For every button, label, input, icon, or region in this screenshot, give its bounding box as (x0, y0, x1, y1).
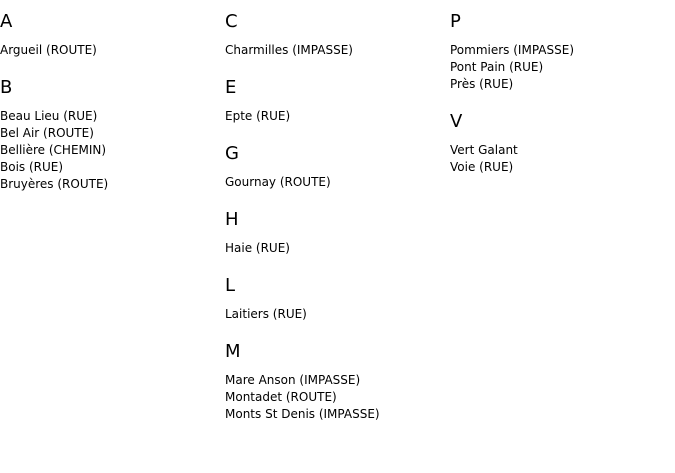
index-column-1 (0, 11, 225, 193)
section-e (225, 77, 450, 125)
street-item: Laitiers (RUE) (225, 307, 307, 321)
street-item: Gournay (ROUTE) (225, 175, 331, 189)
index-column-2 (225, 11, 450, 423)
section-letter: E (225, 77, 237, 98)
section-v (450, 111, 675, 176)
street-item: Bel Air (ROUTE) (0, 126, 94, 140)
section-g (225, 143, 450, 191)
street-list (0, 42, 225, 59)
street-list (225, 42, 450, 59)
section-letter: L (225, 275, 236, 296)
street-item: Pommiers (IMPASSE) (450, 43, 574, 57)
section-letter: B (0, 77, 13, 98)
street-item: Epte (RUE) (225, 109, 291, 123)
section-h (225, 209, 450, 257)
section-letter: C (225, 11, 238, 32)
section-c (225, 11, 450, 59)
street-item: Bruyères (ROUTE) (0, 177, 109, 191)
street-item: Monts St Denis (IMPASSE) (225, 407, 380, 421)
street-item: Voie (RUE) (450, 160, 514, 174)
section-letter: H (225, 209, 239, 230)
section-l (225, 275, 450, 323)
street-list (225, 108, 450, 125)
section-letter: P (450, 11, 461, 32)
street-list (225, 306, 450, 323)
street-list (450, 42, 675, 93)
street-item: Mare Anson (IMPASSE) (225, 373, 361, 387)
street-item: Charmilles (IMPASSE) (225, 43, 353, 57)
section-a (0, 11, 225, 59)
section-p (450, 11, 675, 93)
street-item: Argueil (ROUTE) (0, 43, 97, 57)
street-list (225, 240, 450, 257)
section-letter: A (0, 11, 13, 32)
index-column-3 (450, 11, 675, 176)
street-item: Haie (RUE) (225, 241, 290, 255)
section-m (225, 341, 450, 423)
street-list (0, 108, 225, 193)
street-item: Bois (RUE) (0, 160, 64, 174)
street-item: Bellière (CHEMIN) (0, 143, 107, 157)
street-item: Montadet (ROUTE) (225, 390, 337, 404)
street-item: Beau Lieu (RUE) (0, 109, 98, 123)
street-list (225, 372, 450, 423)
section-letter: G (225, 143, 239, 164)
street-item: Pont Pain (RUE) (450, 60, 544, 74)
street-list (225, 174, 450, 191)
street-item: Vert Galant (450, 143, 518, 157)
street-item: Près (RUE) (450, 77, 514, 91)
section-letter: V (450, 111, 463, 132)
section-letter: M (225, 341, 241, 362)
section-b (0, 77, 225, 193)
street-list (450, 142, 675, 176)
